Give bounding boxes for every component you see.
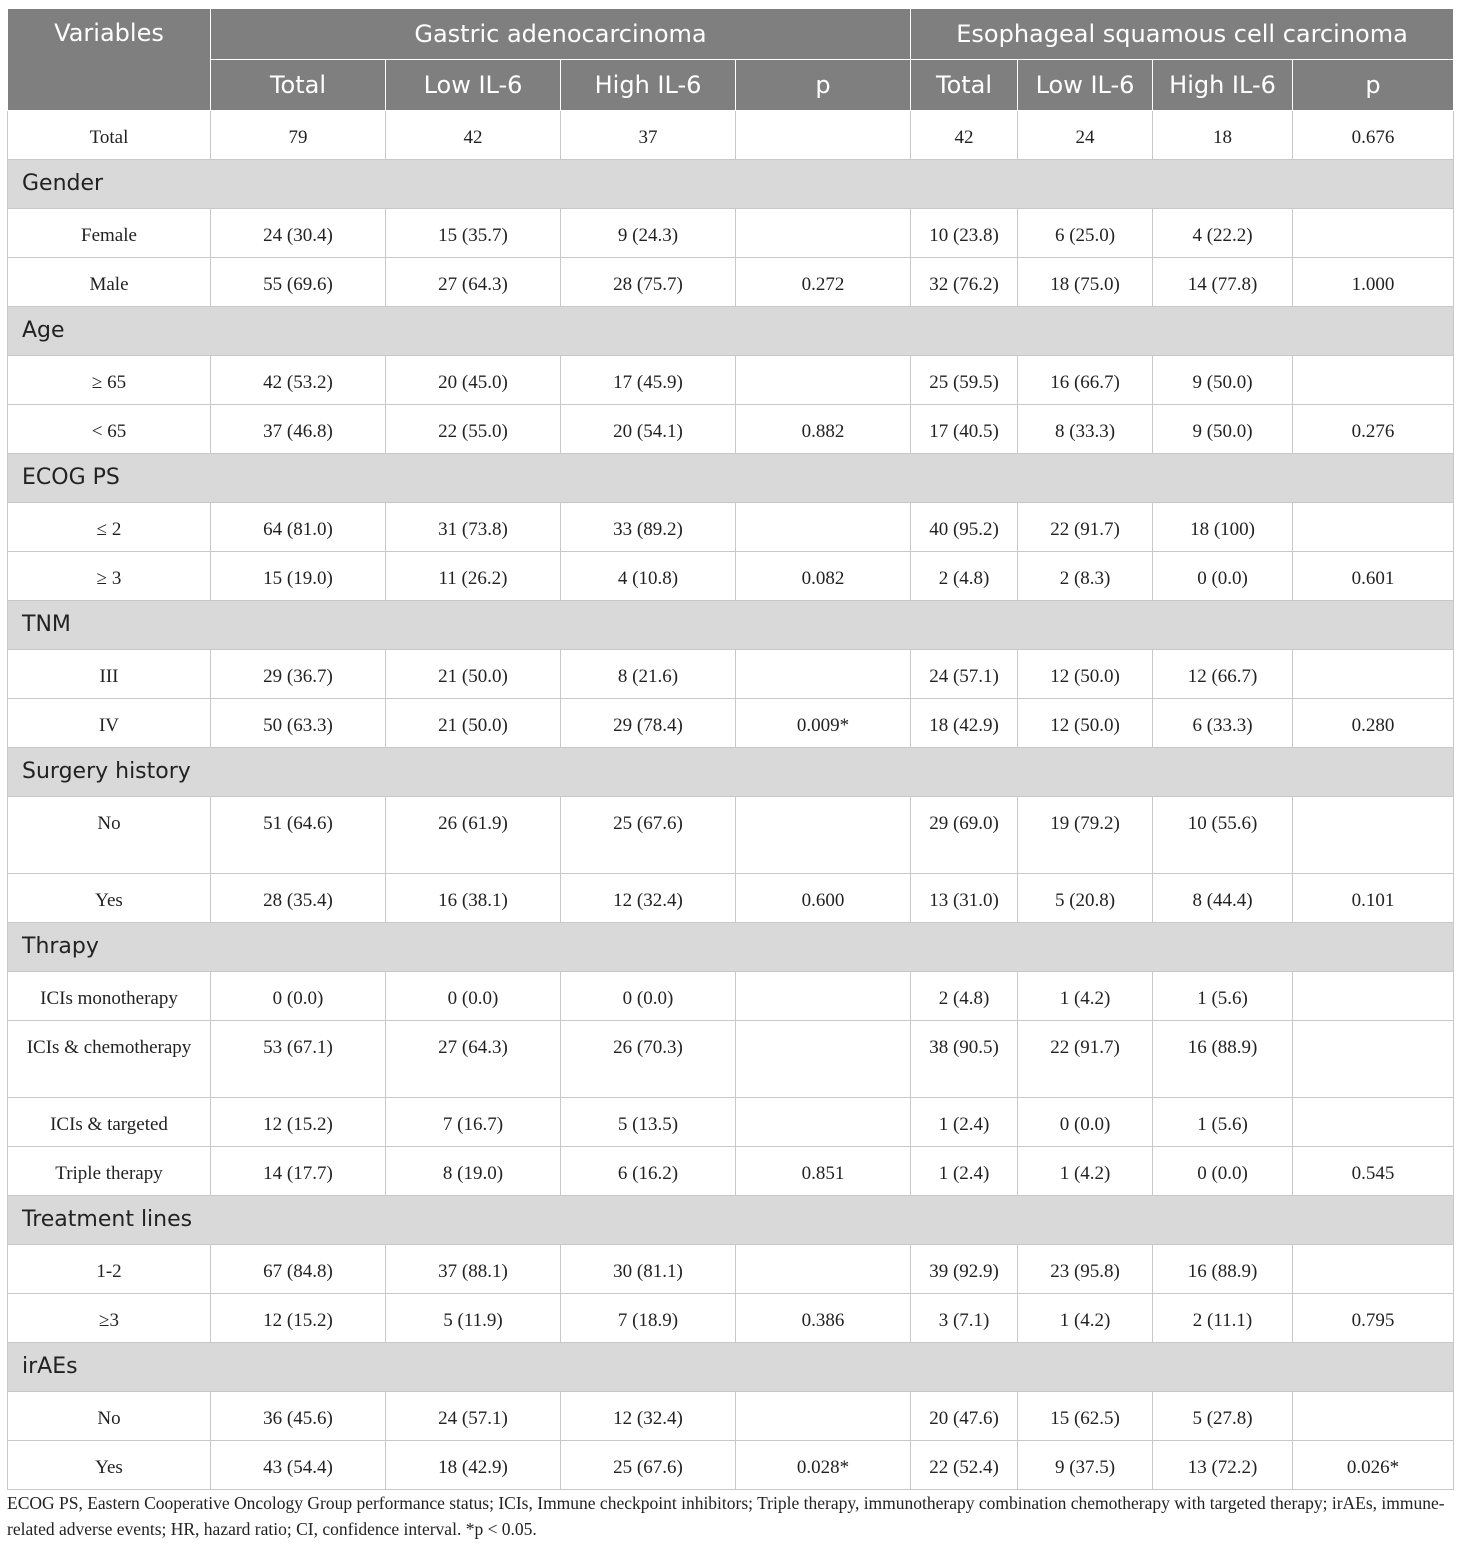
subheader-gastric-total: Total <box>211 60 386 111</box>
row-label: ≥ 65 <box>8 356 211 405</box>
table-row <box>8 111 1454 160</box>
table-cell: 17 (40.5) <box>911 405 1018 454</box>
table-cell: 8 (33.3) <box>1018 405 1153 454</box>
table-cell: 6 (25.0) <box>1018 209 1153 258</box>
table-cell: 43 (54.4) <box>211 1441 386 1490</box>
table-cell: 29 (69.0) <box>911 797 1018 874</box>
table-cell <box>736 797 911 874</box>
table-cell: 42 <box>911 111 1018 160</box>
table-cell: 37 (46.8) <box>211 405 386 454</box>
table-cell: 0 (0.0) <box>211 972 386 1021</box>
table-cell: 24 <box>1018 111 1153 160</box>
table-cell: 14 (77.8) <box>1153 258 1293 307</box>
table-cell: 27 (64.3) <box>386 1021 561 1098</box>
table-cell: 2 (11.1) <box>1153 1294 1293 1343</box>
category-row <box>8 1196 1454 1245</box>
table-cell <box>736 503 911 552</box>
table-row <box>8 405 1454 454</box>
table-cell <box>1293 797 1454 874</box>
table-cell: 0 (0.0) <box>1153 552 1293 601</box>
row-label: < 65 <box>8 405 211 454</box>
table-cell: 36 (45.6) <box>211 1392 386 1441</box>
table-cell: 22 (91.7) <box>1018 1021 1153 1098</box>
table-cell: 0.545 <box>1293 1147 1454 1196</box>
row-label: No <box>8 1392 211 1441</box>
category-label: Age <box>8 307 1454 356</box>
row-label: ≥ 3 <box>8 552 211 601</box>
header-esophageal-squamous-cell-carcinoma: Esophageal squamous cell carcinoma <box>911 9 1454 60</box>
table-cell: 0 (0.0) <box>561 972 736 1021</box>
category-row <box>8 307 1454 356</box>
table-row <box>8 1021 1454 1098</box>
row-label: Yes <box>8 1441 211 1490</box>
table-cell: 25 (67.6) <box>561 797 736 874</box>
table-cell: 16 (66.7) <box>1018 356 1153 405</box>
row-label: 1-2 <box>8 1245 211 1294</box>
table-cell: 2 (4.8) <box>911 552 1018 601</box>
table-cell <box>1293 1245 1454 1294</box>
table-cell: 7 (18.9) <box>561 1294 736 1343</box>
table-footnote: ECOG PS, Eastern Cooperative Oncology Group performance status; ICIs, Immune checkpoint inhibitors; Triple therapy, immunotherapy combination chemotherapy with targeted therapy; irAEs, immune-related adverse events; HR, hazard ratio; CI, confidence interval. *p < 0.05. <box>7 1493 1445 1539</box>
table-cell <box>736 972 911 1021</box>
table-cell: 53 (67.1) <box>211 1021 386 1098</box>
row-label: ≥3 <box>8 1294 211 1343</box>
table-cell: 12 (32.4) <box>561 1392 736 1441</box>
table-cell: 12 (15.2) <box>211 1098 386 1147</box>
table-cell: 1 (4.2) <box>1018 972 1153 1021</box>
table-cell: 5 (20.8) <box>1018 874 1153 923</box>
characteristics-table <box>7 8 1454 1490</box>
table-cell: 40 (95.2) <box>911 503 1018 552</box>
table-cell: 24 (30.4) <box>211 209 386 258</box>
table-cell: 28 (75.7) <box>561 258 736 307</box>
table-cell: 18 (75.0) <box>1018 258 1153 307</box>
category-row <box>8 454 1454 503</box>
table-cell: 8 (19.0) <box>386 1147 561 1196</box>
table-cell: 15 (19.0) <box>211 552 386 601</box>
table-cell: 2 (4.8) <box>911 972 1018 1021</box>
table-cell: 12 (32.4) <box>561 874 736 923</box>
table-cell: 0.676 <box>1293 111 1454 160</box>
table-cell: 5 (27.8) <box>1153 1392 1293 1441</box>
category-label: Surgery history <box>8 748 1454 797</box>
table-cell <box>736 1021 911 1098</box>
table-cell <box>736 1098 911 1147</box>
table-row <box>8 1294 1454 1343</box>
table-cell: 12 (66.7) <box>1153 650 1293 699</box>
table-cell: 10 (55.6) <box>1153 797 1293 874</box>
table-row <box>8 1147 1454 1196</box>
table-cell: 29 (36.7) <box>211 650 386 699</box>
category-label: Treatment lines <box>8 1196 1454 1245</box>
category-row <box>8 748 1454 797</box>
row-label: ICIs monotherapy <box>8 972 211 1021</box>
table-cell: 1 (5.6) <box>1153 972 1293 1021</box>
table-row <box>8 503 1454 552</box>
table-cell <box>736 209 911 258</box>
table-cell <box>736 650 911 699</box>
row-label: ICIs & chemotherapy <box>8 1021 211 1098</box>
table-cell <box>1293 1098 1454 1147</box>
row-label: Male <box>8 258 211 307</box>
table-cell: 2 (8.3) <box>1018 552 1153 601</box>
table-row <box>8 552 1454 601</box>
table-cell: 6 (16.2) <box>561 1147 736 1196</box>
table-cell <box>1293 209 1454 258</box>
table-cell: 16 (88.9) <box>1153 1245 1293 1294</box>
table-cell: 8 (44.4) <box>1153 874 1293 923</box>
table-cell: 22 (91.7) <box>1018 503 1153 552</box>
table-cell: 9 (50.0) <box>1153 356 1293 405</box>
row-label: Yes <box>8 874 211 923</box>
table-cell: 18 <box>1153 111 1293 160</box>
table-cell: 5 (13.5) <box>561 1098 736 1147</box>
table-row <box>8 972 1454 1021</box>
table-body <box>8 111 1454 1490</box>
table-cell: 27 (64.3) <box>386 258 561 307</box>
table-cell: 79 <box>211 111 386 160</box>
table-cell <box>736 1245 911 1294</box>
table-cell: 22 (55.0) <box>386 405 561 454</box>
header-gastric-adenocarcinoma: Gastric adenocarcinoma <box>211 9 911 60</box>
table-cell: 15 (62.5) <box>1018 1392 1153 1441</box>
table-cell: 4 (22.2) <box>1153 209 1293 258</box>
table-cell <box>1293 1021 1454 1098</box>
table-cell: 16 (38.1) <box>386 874 561 923</box>
table-cell: 0.851 <box>736 1147 911 1196</box>
table-row <box>8 699 1454 748</box>
row-label: No <box>8 797 211 874</box>
table-cell: 0.600 <box>736 874 911 923</box>
table-cell: 24 (57.1) <box>911 650 1018 699</box>
table-cell: 0.386 <box>736 1294 911 1343</box>
table-cell: 32 (76.2) <box>911 258 1018 307</box>
table-cell <box>736 1392 911 1441</box>
table-cell: 12 (50.0) <box>1018 699 1153 748</box>
table-cell: 0 (0.0) <box>386 972 561 1021</box>
table-cell: 0.276 <box>1293 405 1454 454</box>
row-label: III <box>8 650 211 699</box>
table-cell: 64 (81.0) <box>211 503 386 552</box>
category-row <box>8 1343 1454 1392</box>
table-cell: 37 (88.1) <box>386 1245 561 1294</box>
subheader-gastric-low-il6: Low IL-6 <box>386 60 561 111</box>
table-cell: 20 (45.0) <box>386 356 561 405</box>
table-cell: 16 (88.9) <box>1153 1021 1293 1098</box>
table-cell: 25 (59.5) <box>911 356 1018 405</box>
table-row <box>8 650 1454 699</box>
table-row <box>8 797 1454 874</box>
table-cell: 20 (47.6) <box>911 1392 1018 1441</box>
table-cell: 8 (21.6) <box>561 650 736 699</box>
table-cell: 20 (54.1) <box>561 405 736 454</box>
subheader-esophageal-low-il6: Low IL-6 <box>1018 60 1153 111</box>
table-cell: 0.009* <box>736 699 911 748</box>
table-cell: 42 (53.2) <box>211 356 386 405</box>
subheader-gastric-high-il6: High IL-6 <box>561 60 736 111</box>
subheader-esophageal-high-il6: High IL-6 <box>1153 60 1293 111</box>
table-cell: 0.028* <box>736 1441 911 1490</box>
table-cell: 0 (0.0) <box>1153 1147 1293 1196</box>
table-cell: 0.280 <box>1293 699 1454 748</box>
row-label: Total <box>8 111 211 160</box>
table-cell: 29 (78.4) <box>561 699 736 748</box>
table-cell: 67 (84.8) <box>211 1245 386 1294</box>
table-cell: 1 (4.2) <box>1018 1147 1153 1196</box>
table-cell <box>736 356 911 405</box>
table-row <box>8 874 1454 923</box>
table-cell: 26 (70.3) <box>561 1021 736 1098</box>
category-label: Thrapy <box>8 923 1454 972</box>
table-cell: 12 (15.2) <box>211 1294 386 1343</box>
table-cell: 6 (33.3) <box>1153 699 1293 748</box>
table-cell: 21 (50.0) <box>386 699 561 748</box>
row-label: Female <box>8 209 211 258</box>
table-cell: 5 (11.9) <box>386 1294 561 1343</box>
table-cell <box>1293 972 1454 1021</box>
table-cell: 7 (16.7) <box>386 1098 561 1147</box>
table-cell: 1 (2.4) <box>911 1098 1018 1147</box>
row-label: IV <box>8 699 211 748</box>
table-cell: 1.000 <box>1293 258 1454 307</box>
table-cell: 26 (61.9) <box>386 797 561 874</box>
table-cell: 18 (42.9) <box>911 699 1018 748</box>
table-cell: 37 <box>561 111 736 160</box>
table-row <box>8 1392 1454 1441</box>
table-cell: 0.882 <box>736 405 911 454</box>
table-cell: 31 (73.8) <box>386 503 561 552</box>
table-cell: 1 (4.2) <box>1018 1294 1153 1343</box>
table-cell: 0.082 <box>736 552 911 601</box>
category-row <box>8 601 1454 650</box>
table-cell: 51 (64.6) <box>211 797 386 874</box>
table-row <box>8 258 1454 307</box>
table-cell: 22 (52.4) <box>911 1441 1018 1490</box>
category-label: Gender <box>8 160 1454 209</box>
table-cell: 12 (50.0) <box>1018 650 1153 699</box>
table-cell: 21 (50.0) <box>386 650 561 699</box>
table-cell: 50 (63.3) <box>211 699 386 748</box>
table-cell: 9 (50.0) <box>1153 405 1293 454</box>
table-cell: 13 (31.0) <box>911 874 1018 923</box>
table-cell: 3 (7.1) <box>911 1294 1018 1343</box>
table-cell: 1 (5.6) <box>1153 1098 1293 1147</box>
table-row <box>8 1245 1454 1294</box>
category-label: irAEs <box>8 1343 1454 1392</box>
table-row <box>8 209 1454 258</box>
table-cell: 18 (100) <box>1153 503 1293 552</box>
table-cell: 0.272 <box>736 258 911 307</box>
row-label: Triple therapy <box>8 1147 211 1196</box>
header-row-subcolumns <box>8 60 1454 111</box>
table-cell: 25 (67.6) <box>561 1441 736 1490</box>
table-cell <box>1293 503 1454 552</box>
table-row <box>8 1441 1454 1490</box>
table-cell: 55 (69.6) <box>211 258 386 307</box>
category-label: TNM <box>8 601 1454 650</box>
table-cell: 0.601 <box>1293 552 1454 601</box>
table-cell: 11 (26.2) <box>386 552 561 601</box>
table-cell: 10 (23.8) <box>911 209 1018 258</box>
table-cell: 24 (57.1) <box>386 1392 561 1441</box>
table-cell: 19 (79.2) <box>1018 797 1153 874</box>
table-cell: 0 (0.0) <box>1018 1098 1153 1147</box>
table-row <box>8 1098 1454 1147</box>
table-cell: 9 (37.5) <box>1018 1441 1153 1490</box>
table-cell: 17 (45.9) <box>561 356 736 405</box>
table-cell: 42 <box>386 111 561 160</box>
subheader-gastric-p: p <box>736 60 911 111</box>
header-variables: Variables <box>8 9 211 111</box>
row-label: ICIs & targeted <box>8 1098 211 1147</box>
table-cell: 13 (72.2) <box>1153 1441 1293 1490</box>
subheader-esophageal-p: p <box>1293 60 1454 111</box>
header-row-groups <box>8 9 1454 60</box>
table-cell: 0.101 <box>1293 874 1454 923</box>
table-cell: 9 (24.3) <box>561 209 736 258</box>
subheader-esophageal-total: Total <box>911 60 1018 111</box>
table-cell <box>1293 356 1454 405</box>
table-cell: 0.795 <box>1293 1294 1454 1343</box>
table-cell: 28 (35.4) <box>211 874 386 923</box>
table-cell <box>1293 1392 1454 1441</box>
table-cell: 1 (2.4) <box>911 1147 1018 1196</box>
table-cell: 39 (92.9) <box>911 1245 1018 1294</box>
row-label: ≤ 2 <box>8 503 211 552</box>
table-cell: 33 (89.2) <box>561 503 736 552</box>
table-cell <box>736 111 911 160</box>
table-cell: 18 (42.9) <box>386 1441 561 1490</box>
table-cell: 4 (10.8) <box>561 552 736 601</box>
category-row <box>8 160 1454 209</box>
category-label: ECOG PS <box>8 454 1454 503</box>
table-row <box>8 356 1454 405</box>
table-cell: 15 (35.7) <box>386 209 561 258</box>
table-cell: 14 (17.7) <box>211 1147 386 1196</box>
table-cell: 0.026* <box>1293 1441 1454 1490</box>
table-cell: 30 (81.1) <box>561 1245 736 1294</box>
category-row <box>8 923 1454 972</box>
table-cell: 38 (90.5) <box>911 1021 1018 1098</box>
table-cell: 23 (95.8) <box>1018 1245 1153 1294</box>
table-cell <box>1293 650 1454 699</box>
